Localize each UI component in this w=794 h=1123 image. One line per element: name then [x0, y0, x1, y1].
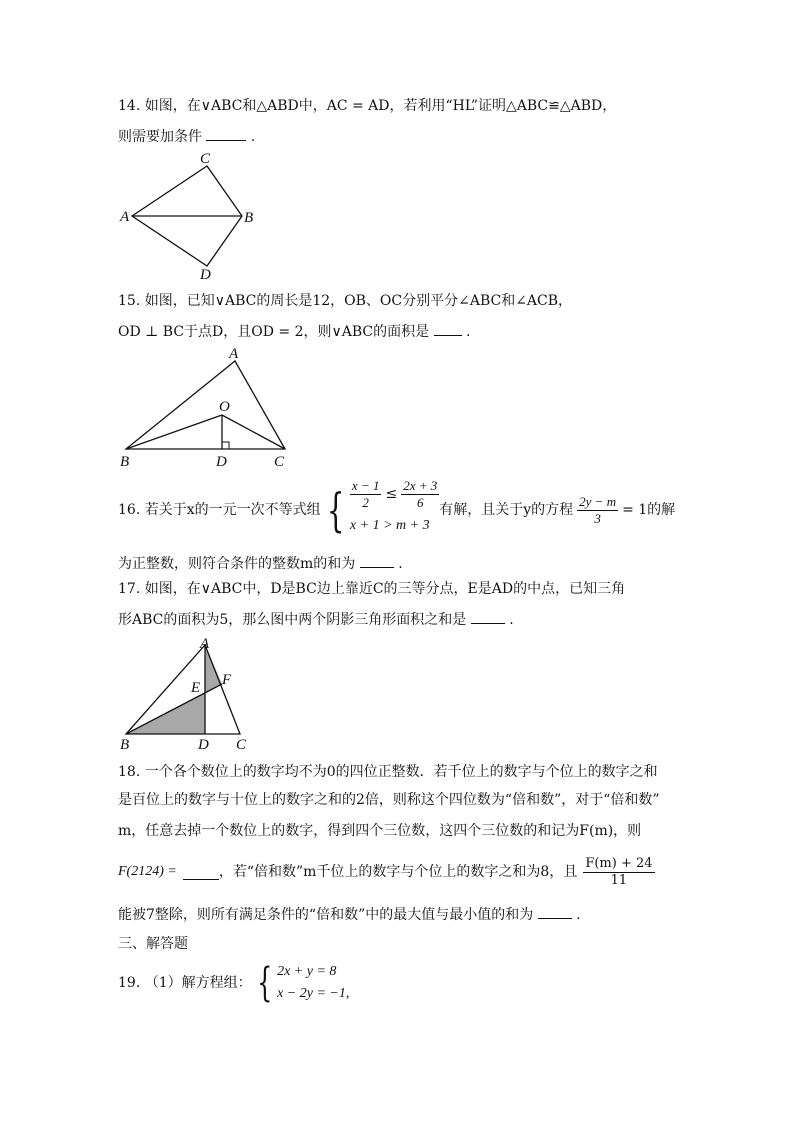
system-brace: { [326, 483, 345, 537]
frac-den: 6 [416, 494, 424, 510]
q17-period: . [509, 612, 514, 628]
frac-den: 3 [594, 510, 601, 526]
q14-line2 [118, 126, 255, 147]
label-e: E [191, 680, 201, 696]
relation: ≤ [385, 486, 398, 502]
label-b: B [244, 210, 254, 226]
q16-period: . [398, 556, 403, 572]
q14-line1: 14. 如图，在∨ABC和△ABD中，AC = AD，若利用“HL”证明△ABC≌△ABD， [118, 98, 617, 114]
answer-blank [183, 865, 219, 880]
frac-num: F(m) + 24 [585, 855, 653, 871]
label-c: C [236, 737, 247, 753]
answer-blank [471, 609, 505, 624]
q18-line2: 是百位上的数字与十位上的数字之和的2倍，则称这个四位数为“倍和数”，对于“倍和数” [118, 792, 660, 808]
q15-period: . [466, 324, 471, 340]
right-angle-mark [222, 442, 229, 449]
label-f: F [222, 672, 232, 688]
q14-figure [118, 150, 278, 285]
label-c: C [274, 454, 285, 470]
segment-ob [126, 415, 222, 449]
label-a: A [229, 346, 239, 362]
q17-line2 [118, 609, 514, 630]
q18-condition: ，若“倍和数”m千位上的数字与个位上的数字之和为8，且 [218, 864, 578, 880]
inequality-system [350, 478, 439, 542]
q16-line2 [118, 553, 403, 574]
answer-blank [206, 126, 246, 141]
q14-period: . [250, 129, 256, 145]
q18-line5 [118, 904, 581, 925]
label-a: A [200, 636, 210, 652]
frac-den: 11 [610, 872, 628, 888]
label-d: D [198, 737, 209, 753]
equation-system [277, 961, 349, 1005]
label-d: D [200, 267, 211, 283]
answer-blank [360, 553, 394, 568]
q15-line2 [118, 321, 470, 342]
label-d: D [216, 454, 227, 470]
q18-line4 [118, 852, 655, 892]
q16-eq-rhs: = 1的解 [622, 502, 676, 518]
q19-line1 [118, 960, 349, 1006]
q15-line1: 15. 如图，已知∨ABC的周长是12，OB、OC分别平分∠ABC和∠ACB， [118, 293, 573, 309]
q19-prefix: 19. （1）解方程组： [118, 975, 252, 991]
equation-1: 2x + y = 8 [277, 964, 337, 979]
frac-num: 2x + 3 [403, 477, 438, 493]
f-2124: F(2124) = [118, 864, 177, 879]
q18-line1: 18. 一个各个数位上的数字均不为0的四位正整数．若千位上的数字与个位上的数字之和 [118, 764, 658, 780]
label-b: B [120, 454, 130, 470]
label-o: O [219, 399, 230, 415]
q18-line3: m，任意去掉一个数位上的数字，得到四个三位数，这四个三位数的和记为F(m)，则 [118, 823, 642, 839]
q15-figure [118, 343, 298, 471]
section-heading: 三、解答题 [118, 936, 188, 952]
answer-blank [434, 321, 462, 336]
frac-num: x − 1 [351, 477, 380, 493]
system-brace: { [256, 960, 272, 1006]
q17-figure [118, 636, 268, 756]
q16-text: 为正整数，则符合条件的整数m的和为 [118, 556, 356, 572]
q18-text: 能被7整除，则所有满足条件的“倍和数”中的最大值与最小值的和为 [118, 907, 534, 923]
q14-text: 则需要加条件 [118, 129, 202, 145]
q15-text: OD ⊥ BC于点D，且OD = 2，则∨ABC的面积是 [118, 324, 430, 340]
q16-prefix: 16. 若关于x的一元一次不等式组 [118, 502, 321, 518]
answer-blank [538, 904, 572, 919]
q18-period: . [576, 907, 581, 923]
equation-2: x − 2y = −1, [277, 986, 350, 1001]
inequality-2: x + 1 > m + 3 [349, 518, 430, 533]
q17-line1: 17. 如图，在∨ABC中，D是BC边上靠近C的三等分点，E是AD的中点，已知三角 [118, 581, 626, 597]
frac-den: 2 [362, 494, 369, 510]
q16-middle: 有解，且关于y的方程 [439, 502, 574, 518]
label-b: B [120, 737, 130, 753]
label-a: A [120, 209, 130, 225]
q17-text: 形ABC的面积为5，那么图中两个阴影三角形面积之和是 [118, 612, 467, 628]
q16-line1 [118, 478, 675, 542]
frac-num: 2y − m [579, 493, 617, 509]
label-c: C [200, 151, 211, 167]
